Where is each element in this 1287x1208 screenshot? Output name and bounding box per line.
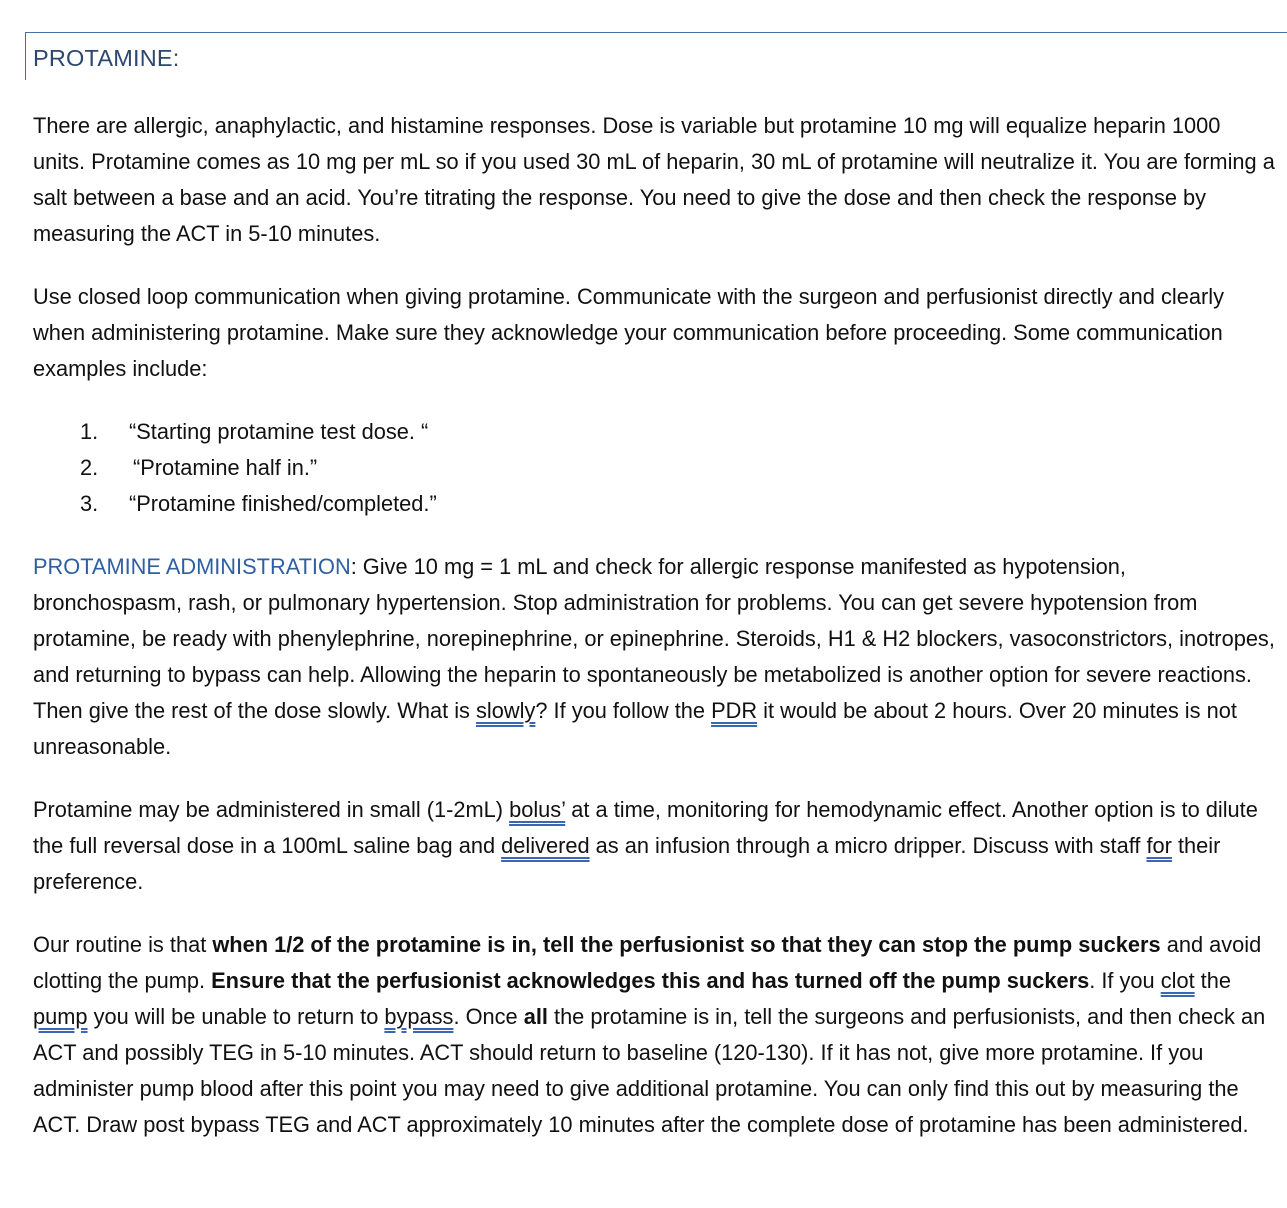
flagged-word-pdr[interactable]: PDR	[711, 698, 758, 723]
list-text: “Starting protamine test dose. “	[129, 419, 429, 444]
flagged-word-delivered[interactable]: delivered	[501, 833, 590, 858]
text-run: the	[1194, 968, 1231, 993]
list-text: “Protamine finished/completed.”	[129, 491, 437, 516]
paragraph-overview: There are allergic, anaphylactic, and histamine responses. Dose is variable but protamine 10 mg will equalize heparin 1000 units. Protamine comes as 10 mg per mL so if you used 30 mL of heparin, 30 mL of protamine will neutralize it. You are forming a salt between a base and an acid. You’re titrating the response. You need to give the dose and then check the response by measuring the ACT in 5-10 minutes.	[33, 113, 1275, 246]
text-run: you will be unable to return to	[87, 1004, 385, 1029]
text-run: Our routine is that	[33, 932, 213, 957]
paragraph-communication: Use closed loop communication when giving protamine. Communicate with the surgeon and perfusionist directly and clearly when administering protamine. Make sure they acknowledge your communication before proceeding. Some communication examples include:	[33, 284, 1224, 381]
flagged-word-clot[interactable]: clot	[1160, 968, 1195, 993]
text-run: the protamine is in, tell the surgeons and perfusionists, and then check an ACT and possibly TEG in 5-10 minutes. ACT should return to baseline (120-130). If it has not, give more protamine. If you administer pump blood after this point you may need to give additional protamine. You can only find this out by measuring the ACT. Draw post bypass TEG and ACT approximately 10 minutes after the complete dose of protamine has been administered.	[33, 1004, 1266, 1137]
heading-frame	[25, 32, 1287, 80]
document-body	[33, 108, 1277, 1170]
paragraph-bolus	[33, 792, 1277, 900]
bold-run: Ensure that the perfusionist acknowledges this and has turned off the pump suckers	[211, 968, 1090, 993]
list-item	[33, 414, 1277, 450]
flagged-word-slowly[interactable]: slowly	[476, 698, 536, 723]
text-run: at a time, monitoring for hemodynamic effect. Another option is to dilute the full reversal dose in a 100mL saline bag and	[33, 797, 1258, 858]
text-run: ? If you follow the	[535, 698, 712, 723]
page-title: PROTAMINE:	[33, 45, 180, 71]
flagged-word-bypass[interactable]: bypass	[384, 1004, 454, 1029]
flagged-word-bolus[interactable]: bolus’	[509, 797, 566, 822]
administration-label: PROTAMINE ADMINISTRATION	[33, 554, 351, 579]
list-number: 3.	[80, 491, 99, 516]
text-run: it would be about 2 hours. Over 20 minutes is not unreasonable.	[33, 698, 1237, 759]
text-run: : Give 10 mg = 1 mL and check for allergic response manifested as hypotension, bronchospasm, rash, or pulmonary hypertension. Stop administration for problems. You can get severe hypotension from protamine, be ready with phenylephrine, norepinephrine, or epinephrine. Steroids, H1 & H2 blockers, vasoconstrictors, inotropes, and returning to bypass can help. Allowing the heparin to spontaneously be metabolized is another option for severe reactions. Then give the rest of the dose slowly. What is	[33, 554, 1275, 723]
flagged-word-pump[interactable]: pump	[33, 1004, 88, 1029]
list-item	[33, 486, 1277, 522]
text-run: their preference.	[33, 833, 1221, 894]
bold-run: all	[523, 1004, 548, 1029]
flagged-word-for[interactable]: for	[1146, 833, 1172, 858]
communication-examples-list	[33, 414, 1277, 522]
list-number: 1.	[80, 419, 99, 444]
text-run: as an infusion through a micro dripper. Discuss with staff	[589, 833, 1147, 858]
text-run: Protamine may be administered in small (1-2mL)	[33, 797, 510, 822]
list-text: “Protamine half in.”	[133, 455, 318, 480]
list-number: 2.	[80, 455, 99, 480]
text-run: . If you	[1089, 968, 1161, 993]
paragraph-administration	[33, 549, 1277, 765]
text-run: and avoid clotting the pump.	[33, 932, 1262, 993]
text-run: . Once	[453, 1004, 524, 1029]
list-item	[33, 450, 1277, 486]
bold-run: when 1/2 of the protamine is in, tell the perfusionist so that they can stop the pump suckers	[212, 932, 1161, 957]
paragraph-routine	[33, 927, 1277, 1143]
